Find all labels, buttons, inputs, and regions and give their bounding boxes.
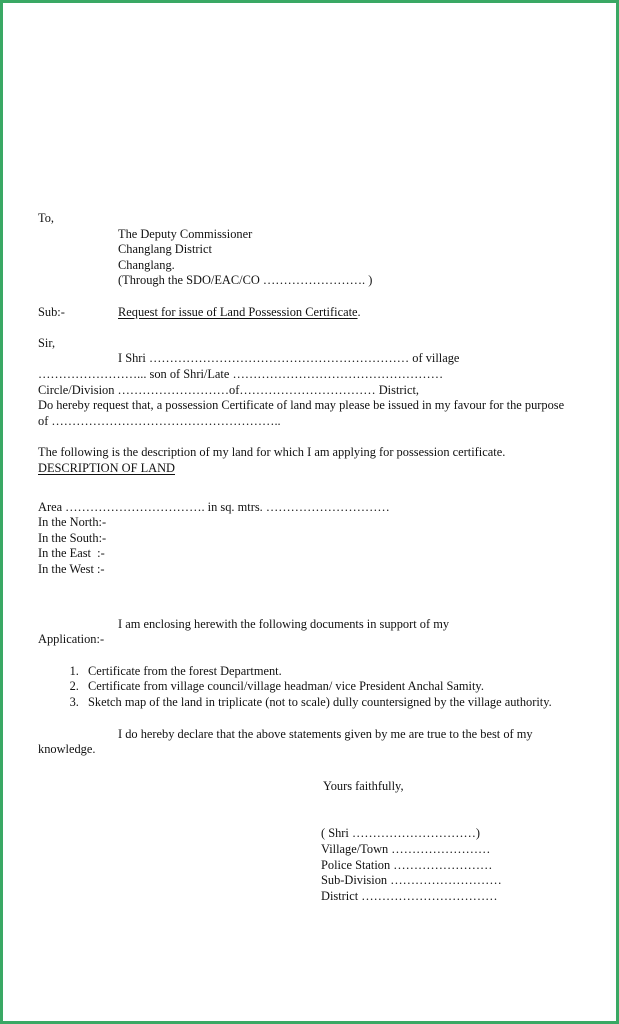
signature-name-line: ( Shri …………………………) bbox=[321, 826, 481, 840]
signature-block bbox=[321, 826, 502, 905]
signature-police-station-line: Police Station …………………… bbox=[321, 857, 493, 872]
signature-village-line: Village/Town …………………… bbox=[321, 841, 491, 856]
signature-sub-division-line: Sub-Division ……………………… bbox=[321, 873, 502, 888]
addressee-through-line: (Through the SDO/EAC/CO ……………………. ) bbox=[118, 273, 373, 288]
to-label: To, bbox=[38, 211, 54, 225]
closing-salutation: Yours faithfully, bbox=[323, 779, 404, 793]
addressee-line-1: The Deputy Commissioner bbox=[118, 226, 253, 241]
declaration-line-2: knowledge. bbox=[38, 742, 96, 757]
south-line: In the South:- bbox=[38, 530, 107, 545]
spacer bbox=[38, 429, 590, 445]
description-intro: The following is the description of my land for which I am applying for possession certificate. bbox=[38, 444, 506, 459]
subject-label: Sub:- bbox=[38, 304, 65, 319]
north-line: In the North:- bbox=[38, 515, 107, 530]
spacer bbox=[38, 476, 590, 492]
west-line: In the West :- bbox=[38, 562, 105, 577]
body-line-4: Do hereby request that, a possession Certificate of land may please be issued in my favour for the purpose bbox=[38, 398, 565, 413]
list-item: 3. Sketch map of the land in triplicate (not to scale) dully countersigned by the village authority. bbox=[82, 695, 590, 711]
subject-row bbox=[38, 305, 590, 321]
spacer bbox=[38, 578, 590, 594]
description-heading-text: DESCRIPTION OF LAND bbox=[38, 460, 175, 475]
spacer bbox=[38, 593, 590, 609]
documents-list bbox=[38, 664, 590, 711]
list-item: 1. Certificate from the forest Department. bbox=[82, 664, 590, 680]
body-line-5: of ……………………………………………….. bbox=[38, 413, 281, 428]
salutation: Sir, bbox=[38, 335, 56, 350]
spacer bbox=[38, 492, 590, 500]
area-line: Area ……………………………. in sq. mtrs. ………………………… bbox=[38, 499, 390, 514]
enclosing-line: I am enclosing herewith the following documents in support of my bbox=[118, 616, 450, 631]
spacer bbox=[38, 609, 590, 617]
body-line-2: ……………………... son of Shri/Late …………………………………………… bbox=[38, 366, 444, 381]
description-heading bbox=[38, 461, 590, 477]
document-sheet bbox=[3, 3, 616, 1021]
east-line: In the East :- bbox=[38, 546, 105, 561]
addressee-line-3: Changlang. bbox=[118, 257, 175, 272]
body-line-3: Circle/Division ………………………of…………………………… District, bbox=[38, 382, 419, 397]
application-label: Application:- bbox=[38, 632, 105, 647]
body-line-1: I Shri ……………………………………………………… of village bbox=[118, 351, 460, 366]
declaration-line-1: I do hereby declare that the above statements given by me are true to the best of my bbox=[118, 726, 533, 741]
signature-district-line: District …………………………… bbox=[321, 889, 498, 904]
spacer bbox=[38, 711, 590, 727]
spacer bbox=[38, 289, 590, 305]
addressee-line-2: Changlang District bbox=[118, 242, 212, 257]
spacer bbox=[38, 320, 590, 336]
spacer bbox=[38, 648, 590, 664]
subject-period: . bbox=[357, 304, 361, 319]
document-body bbox=[38, 211, 590, 758]
subject-text: Request for issue of Land Possession Certificate bbox=[118, 304, 358, 319]
list-item: 2. Certificate from village council/village headman/ vice President Anchal Samity. bbox=[82, 679, 590, 695]
